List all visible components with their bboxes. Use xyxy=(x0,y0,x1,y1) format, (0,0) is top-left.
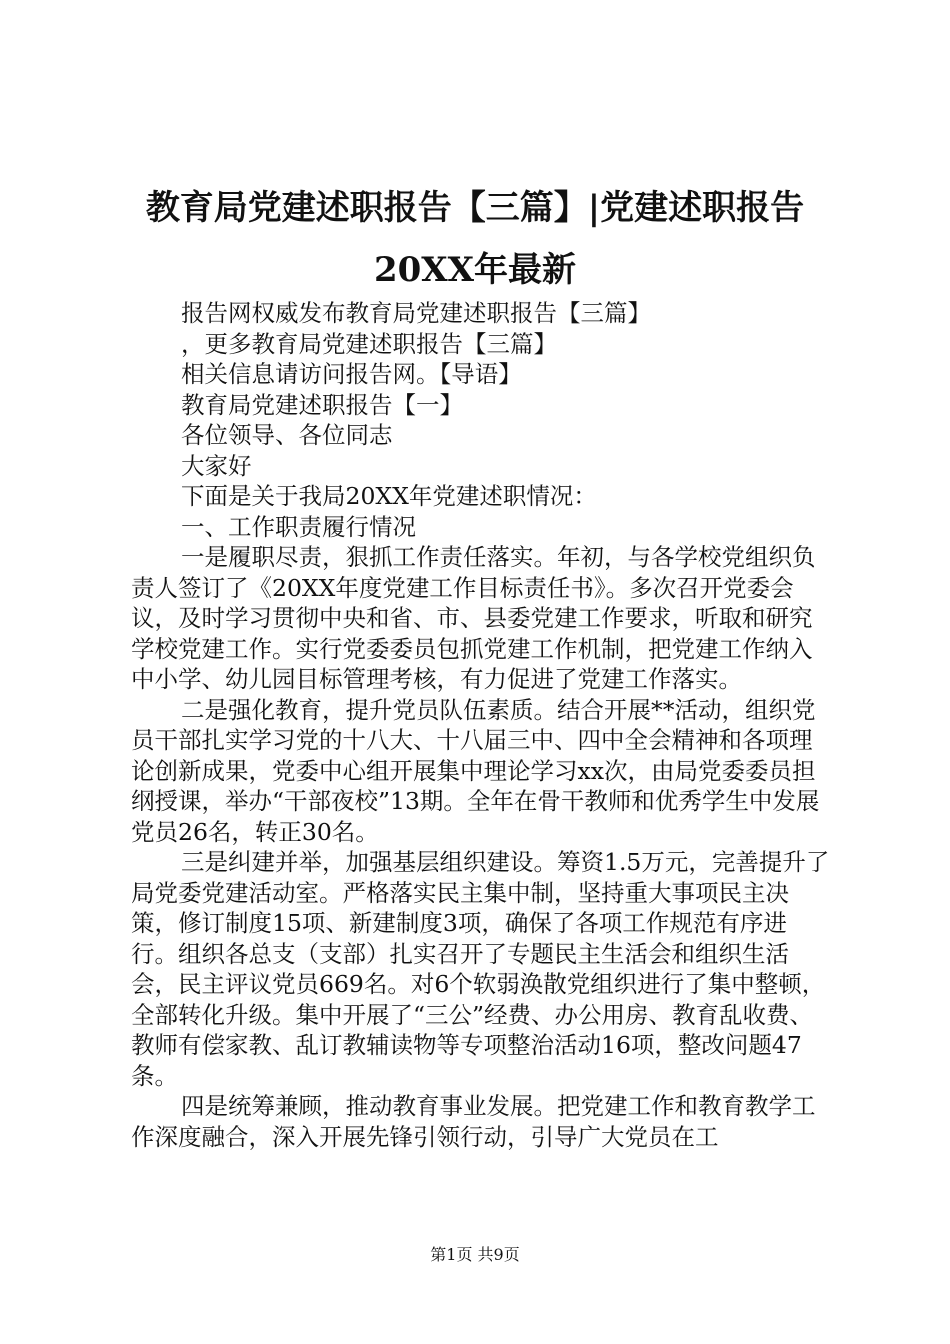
section-heading-duties: 一、工作职责履行情况 xyxy=(181,512,416,541)
intro-line-3: 相关信息请访问报告网。【导语】 xyxy=(181,360,522,388)
page-footer: 第1页 共9页 xyxy=(430,1245,520,1264)
salutation: 各位领导、各位同志 xyxy=(181,421,393,449)
paragraph-first-point: 一是履职尽责，狠抓工作责任落实。年初，与各学校党组织负责人签订了《20XX年度党建工作目标责任书》。多次召开党委会议，及时学习贯彻中央和省、市、县委党建工作要求，听取和研究学校党建工作。实行党委委员包抓党建工作机制，把党建工作纳入中小学、幼儿园目标管理考核，有力促进了党建工作落实。 xyxy=(131,543,816,693)
intro-line-2: ，更多教育局党建述职报告【三篇】 xyxy=(181,329,557,358)
greeting: 大家好 xyxy=(181,451,252,480)
paragraph-fourth-point: 四是统筹兼顾，推动教育事业发展。把党建工作和教育教学工作深度融合，深入开展先锋引领行动，引导广大党员在工 xyxy=(131,1092,816,1151)
intro-line-1: 报告网权威发布教育局党建述职报告【三篇】 xyxy=(181,299,651,327)
document-title-line-2: 20XX年最新 xyxy=(373,250,577,290)
document-body xyxy=(131,298,831,1152)
paragraph-third-point: 三是纠建并举，加强基层组织建设。筹资1.5万元，完善提升了局党委党建活动室。严格落实民主集中制，坚持重大事项民主决策，修订制度15项、新建制度3项，确保了各项工作规范有序进行。组织各总支（支部）扎实召开了专题民主生活会和组织生活会，民主评议党员669名。对6个软弱涣散党组织进行了集中整顿，全部转化升级。集中开展了“三公”经费、办公用房、教育乱收费、教师有偿家教、乱订教辅读物等专项整治活动16项，整改问题47条。 xyxy=(131,848,830,1090)
paragraph-second-point: 二是强化教育，提升党员队伍素质。结合开展**活动，组织党员干部扎实学习党的十八大、十八届三中、四中全会精神和各项理论创新成果，党委中心组开展集中理论学习xx次，由局党委委员担纲授课，举办“干部夜校”13期。全年在骨干教师和优秀学生中发展党员26名，转正30名。 xyxy=(131,695,820,846)
section-heading-report-1: 教育局党建述职报告【一】 xyxy=(181,390,463,419)
document-title-line-1: 教育局党建述职报告【三篇】|党建述职报告 xyxy=(145,188,805,228)
intro-statement: 下面是关于我局20XX年党建述职情况： xyxy=(181,482,597,510)
